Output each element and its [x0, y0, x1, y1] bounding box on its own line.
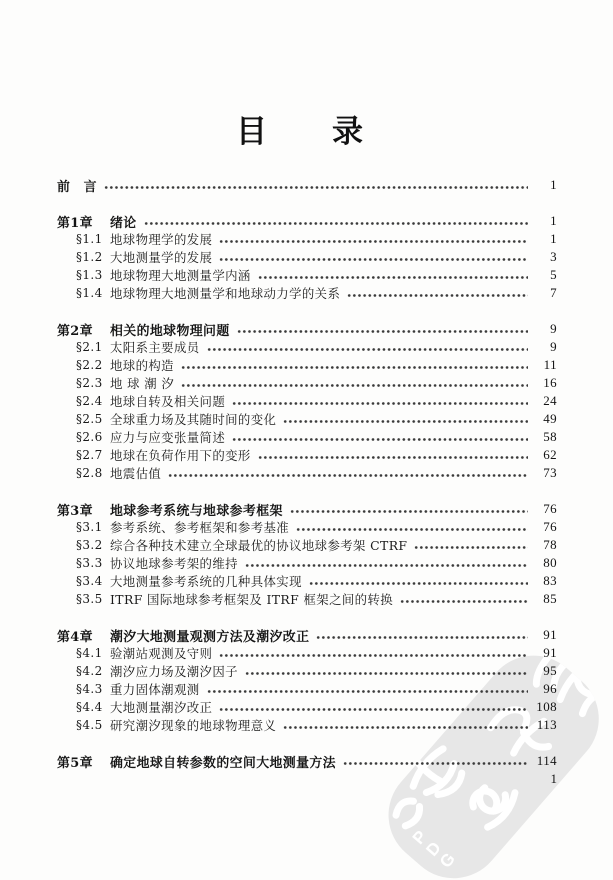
entry-page: 80 [543, 555, 557, 570]
entry-title: 地球在负荷作用下的变形 [110, 448, 251, 463]
dot-leader [181, 374, 528, 392]
dot-leader [258, 446, 528, 464]
entry-page: 96 [543, 681, 557, 696]
entry-number: §4.3 [76, 682, 103, 696]
entry-number: 第5章 [57, 755, 93, 771]
toc-entry [57, 284, 557, 302]
seal-glyph-2 [465, 774, 520, 830]
page-title: 目 录 [236, 114, 364, 150]
entry-number: §2.4 [76, 394, 103, 408]
dot-leader [207, 680, 528, 698]
entry-page: 1 [550, 177, 557, 192]
toc-entry [57, 590, 557, 608]
entry-page: 108 [536, 699, 557, 714]
toc-entry [57, 446, 557, 464]
entry-page: 76 [543, 519, 557, 534]
toc-list [57, 176, 557, 770]
dot-leader [219, 644, 528, 662]
entry-page: 3 [550, 249, 557, 264]
toc-entry [57, 176, 557, 194]
entry-page: 5 [550, 267, 557, 282]
toc-entry [57, 518, 557, 536]
entry-number: 第3章 [57, 503, 93, 519]
entry-page: 83 [543, 573, 557, 588]
entry-title: 地球物理大地测量学内涵 [110, 268, 251, 283]
dot-leader [144, 212, 528, 230]
toc-entry [57, 230, 557, 248]
entry-title: 地球物理大地测量学和地球动力学的关系 [110, 286, 341, 301]
toc-entry [57, 662, 557, 680]
dot-leader [245, 554, 528, 572]
entry-number: §3.5 [76, 592, 103, 606]
entry-number: §3.4 [76, 574, 103, 588]
entry-title: 相关的地球物理问题 [110, 323, 230, 339]
dot-leader [207, 338, 528, 356]
entry-page: 58 [543, 429, 557, 444]
entry-page: 73 [543, 465, 557, 480]
entry-title: 前 言 [57, 179, 97, 195]
dot-leader [343, 752, 528, 770]
folio-page-number: 1 [550, 771, 557, 786]
dot-leader [232, 392, 528, 410]
dot-leader [219, 248, 528, 266]
entry-number: 第1章 [57, 215, 93, 231]
entry-title: 全球重力场及其随时间的变化 [110, 412, 277, 427]
entry-title: 太阳系主要成员 [110, 340, 200, 355]
entry-title: 大地测量潮汐改正 [110, 700, 213, 715]
entry-title: 地 球 潮 汐 [110, 376, 175, 391]
toc-entry [57, 338, 557, 356]
toc-entry [57, 536, 557, 554]
dot-leader [232, 428, 528, 446]
toc-entry [57, 248, 557, 266]
dot-leader [168, 464, 528, 482]
toc-entry [57, 374, 557, 392]
entry-number: §1.4 [76, 286, 103, 300]
entry-page: 7 [550, 285, 557, 300]
entry-page: 1 [550, 231, 557, 246]
entry-page: 9 [550, 321, 557, 336]
entry-title: 地震估值 [110, 466, 162, 481]
entry-title: 地球物理学的发展 [110, 232, 213, 247]
entry-number: §4.4 [76, 700, 103, 714]
entry-page: 24 [543, 393, 557, 408]
entry-title: 参考系统、参考框架和参考基准 [110, 520, 290, 535]
watermark-pdg-label: PDG [408, 823, 462, 872]
entry-number: §2.1 [76, 340, 103, 354]
dot-leader [309, 572, 528, 590]
toc-entry [57, 500, 557, 518]
entry-title: 综合各种技术建立全球最优的协议地球参考架 CTRF [110, 538, 408, 553]
toc-entry [57, 212, 557, 230]
toc-entry [57, 698, 557, 716]
dot-leader [245, 662, 528, 680]
toc-entry [57, 680, 557, 698]
entry-page: 95 [543, 663, 557, 678]
toc-entry [57, 464, 557, 482]
entry-title: 地球自转及相关问题 [110, 394, 226, 409]
entry-page: 9 [550, 339, 557, 354]
entry-page: 76 [543, 501, 557, 516]
toc-entry [57, 428, 557, 446]
dot-leader [104, 176, 528, 194]
entry-title: 验潮站观测及守则 [110, 646, 213, 661]
entry-title: 大地测量参考系统的几种具体实现 [110, 574, 302, 589]
entry-page: 91 [543, 645, 557, 660]
dot-leader [316, 626, 528, 644]
entry-number: §2.2 [76, 358, 103, 372]
entry-title: 研究潮汐现象的地球物理意义 [110, 718, 277, 733]
entry-page: 85 [543, 591, 557, 606]
entry-number: 第2章 [57, 323, 93, 339]
entry-title: 大地测量学的发展 [110, 250, 213, 265]
entry-page: 1 [550, 213, 557, 228]
dot-leader [219, 230, 528, 248]
entry-page: 114 [536, 753, 557, 768]
dot-leader [258, 266, 528, 284]
toc-entry [57, 644, 557, 662]
entry-number: §2.6 [76, 430, 103, 444]
toc-entry [57, 356, 557, 374]
entry-page: 78 [543, 537, 557, 552]
toc-entry [57, 392, 557, 410]
entry-number: §4.5 [76, 718, 103, 732]
entry-number: §1.1 [76, 232, 103, 246]
entry-title: 绪论 [110, 215, 137, 231]
entry-number: §3.3 [76, 556, 103, 570]
entry-page: 113 [536, 717, 557, 732]
entry-number: §2.5 [76, 412, 103, 426]
toc-entry [57, 320, 557, 338]
entry-title: 协议地球参考架的维持 [110, 556, 238, 571]
dot-leader [290, 500, 528, 518]
dot-leader [347, 284, 528, 302]
entry-number: §4.2 [76, 664, 103, 678]
entry-title: 潮汐大地测量观测方法及潮汐改正 [110, 629, 310, 645]
entry-number: §4.1 [76, 646, 103, 660]
dot-leader [414, 536, 528, 554]
dot-leader [283, 716, 528, 734]
entry-page: 62 [543, 447, 557, 462]
entry-number: §3.2 [76, 538, 103, 552]
toc-entry [57, 716, 557, 734]
toc-entry [57, 626, 557, 644]
entry-title: 潮汐应力场及潮汐因子 [110, 664, 238, 679]
toc-entry [57, 572, 557, 590]
toc-entry [57, 266, 557, 284]
entry-number: §2.7 [76, 448, 103, 462]
entry-title: ITRF 国际地球参考框架及 ITRF 框架之间的转换 [110, 592, 394, 607]
dot-leader [181, 356, 528, 374]
dot-leader [283, 410, 528, 428]
dot-leader [219, 698, 528, 716]
entry-number: §2.8 [76, 466, 103, 480]
entry-page: 11 [543, 357, 557, 372]
entry-title: 重力固体潮观测 [110, 682, 200, 697]
toc-entry [57, 554, 557, 572]
entry-page: 91 [543, 627, 557, 642]
entry-number: §1.2 [76, 250, 103, 264]
dot-leader [296, 518, 528, 536]
entry-page: 16 [543, 375, 557, 390]
entry-title: 地球参考系统与地球参考框架 [110, 503, 283, 519]
toc-entry [57, 752, 557, 770]
entry-title: 应力与应变张量简述 [110, 430, 226, 445]
entry-number: §2.3 [76, 376, 103, 390]
entry-title: 确定地球自转参数的空间大地测量方法 [110, 755, 336, 771]
dot-leader [237, 320, 528, 338]
entry-title: 地球的构造 [110, 358, 174, 373]
entry-page: 49 [543, 411, 557, 426]
entry-number: §3.1 [76, 520, 103, 534]
entry-number: 第4章 [57, 629, 93, 645]
dot-leader [400, 590, 528, 608]
toc-entry [57, 410, 557, 428]
entry-number: §1.3 [76, 268, 103, 282]
